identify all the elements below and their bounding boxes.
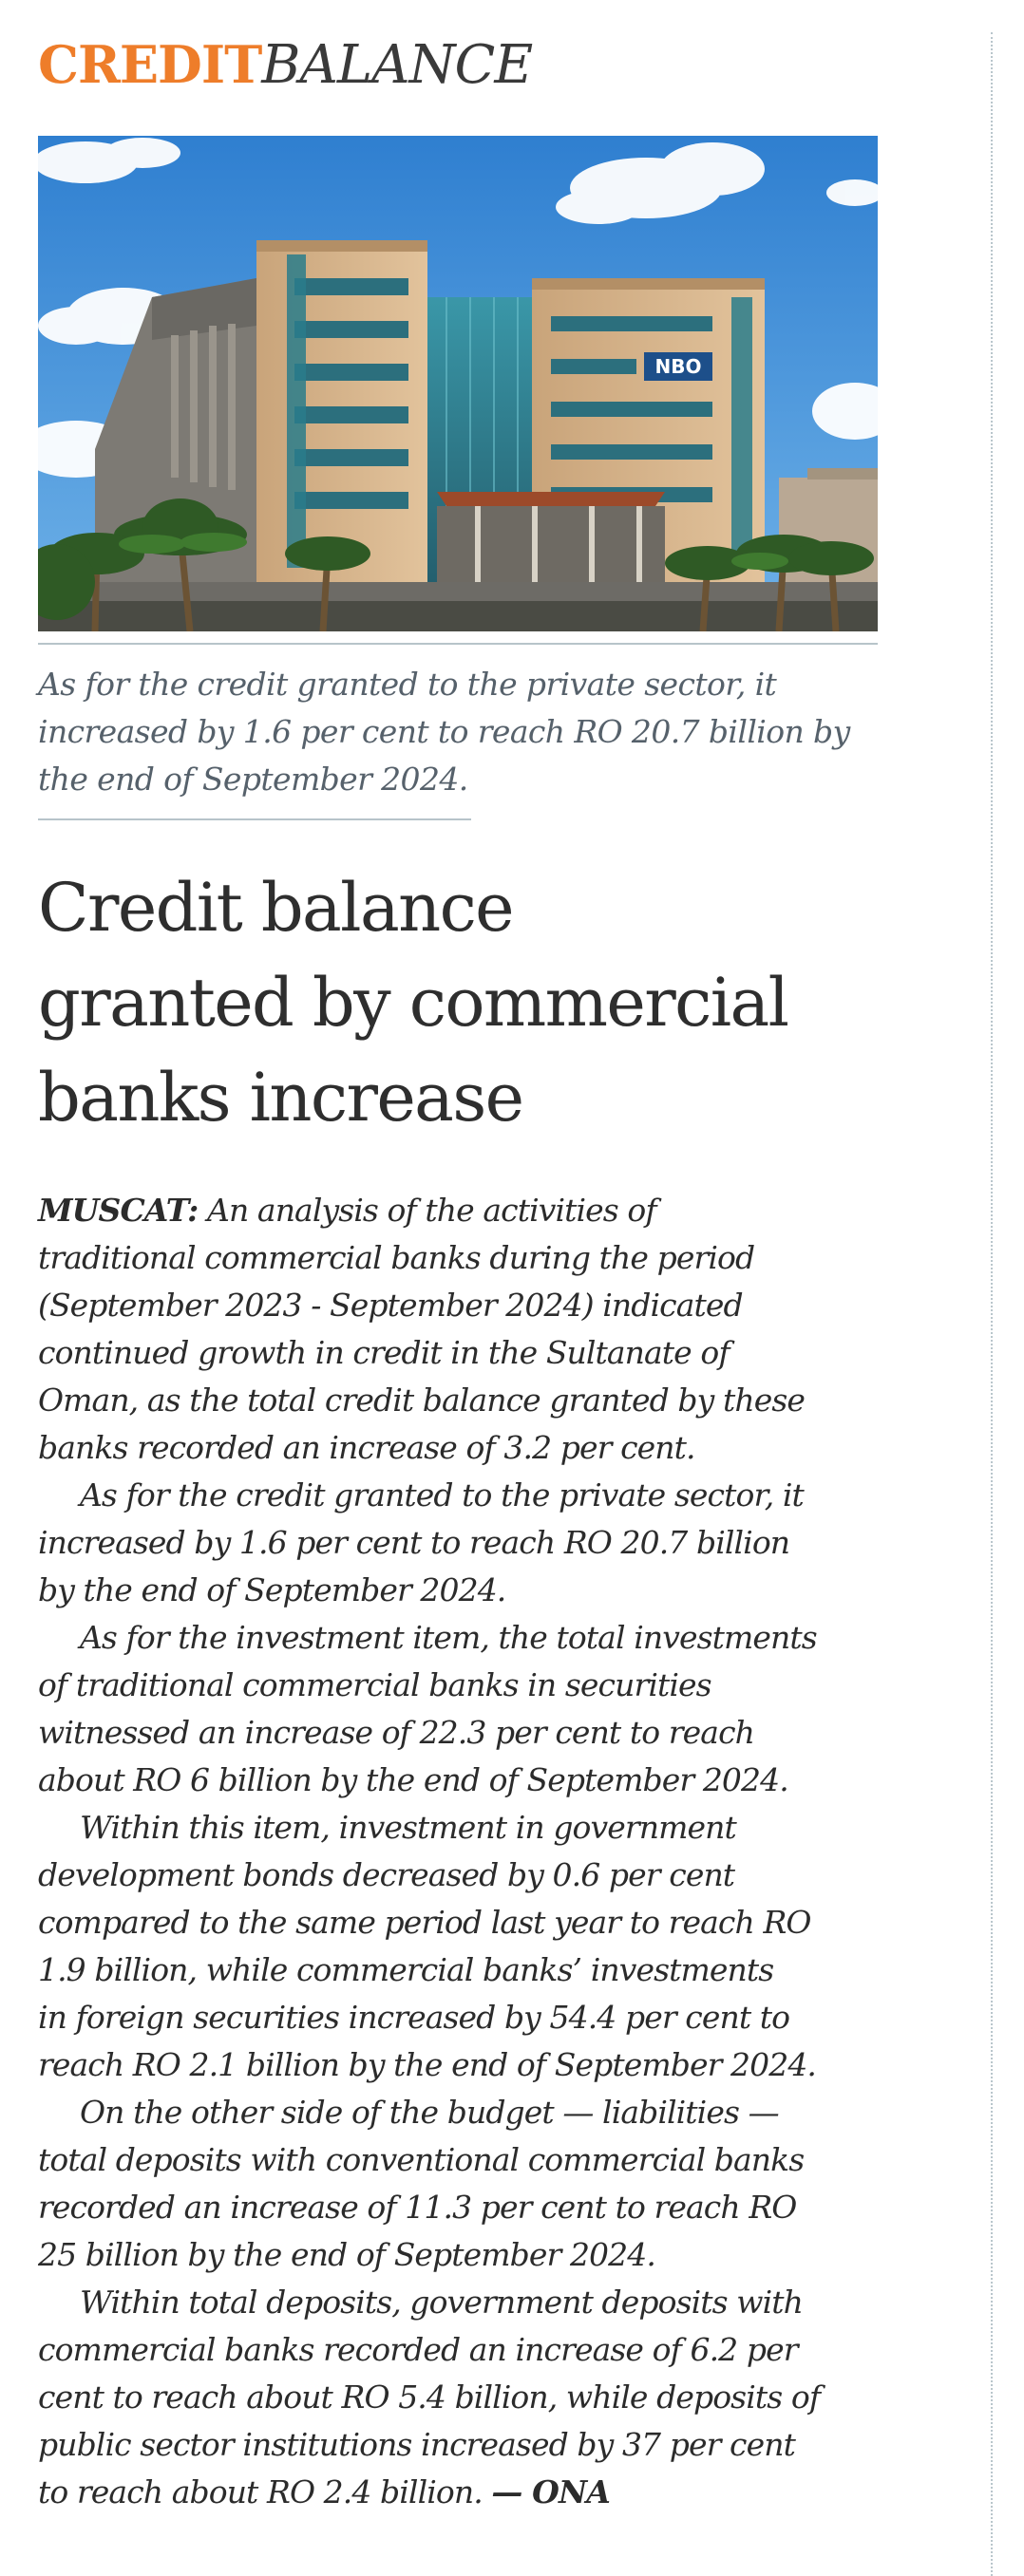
story-paragraph — [38, 1472, 893, 1614]
story-line: reach RO 2.1 billion by the end of September 2024. — [38, 2046, 817, 2083]
story-line: commercial banks recorded an increase of 6.2 per — [38, 2331, 798, 2368]
story-line: increased by 1.6 per cent to reach RO 20.7 billion — [38, 1524, 790, 1561]
story-line: As for the investment item, the total investments — [80, 1619, 817, 1656]
story-line: compared to the same period last year to reach RO — [38, 1904, 811, 1941]
story-line: 1.9 billion, while commercial banks’ investments — [38, 1951, 774, 1988]
story-line: of traditional commercial banks in securities — [38, 1666, 711, 1703]
caption-line: the end of September 2024. — [38, 761, 468, 798]
caption-line: As for the credit granted to the private sector, it — [38, 666, 777, 703]
section-kicker-italic: BALANCE — [261, 34, 533, 96]
story-line: As for the credit granted to the private sector, it — [80, 1476, 804, 1514]
section-header — [38, 28, 532, 104]
story-line: in foreign securities increased by 54.4 per cent to — [38, 1999, 790, 2036]
story-line: (September 2023 - September 2024) indicated — [38, 1287, 743, 1324]
column-divider — [991, 32, 993, 2576]
story-line: traditional commercial banks during the period — [38, 1239, 755, 1276]
story-paragraph — [38, 2089, 893, 2279]
story-paragraph — [38, 1804, 893, 2089]
story-line: Within total deposits, government deposits with — [80, 2284, 803, 2321]
story-body — [38, 1187, 893, 2516]
section-kicker-bold: CREDIT — [38, 34, 262, 95]
story-line: banks recorded an increase of 3.2 per cent. — [38, 1429, 695, 1466]
photo-rule — [38, 643, 878, 645]
story-line: An analysis of the activities of — [198, 1192, 656, 1229]
story-line: development bonds decreased by 0.6 per cent — [38, 1856, 735, 1893]
story-line: witnessed an increase of 22.3 per cent to reach — [38, 1714, 755, 1751]
story-line: continued growth in credit in the Sultanate of — [38, 1334, 730, 1371]
story-line: On the other side of the budget — liabilities — — [80, 2094, 779, 2131]
story-paragraph — [38, 2279, 893, 2516]
story-line: total deposits with conventional commercial banks — [38, 2141, 805, 2178]
story-line: 25 billion by the end of September 2024. — [38, 2236, 655, 2273]
headline-line: banks increase — [38, 1059, 523, 1137]
story-line: to reach about RO 2.4 billion. — [38, 2473, 492, 2510]
story-paragraph — [38, 1187, 893, 1472]
headline-line: Credit balance — [38, 869, 514, 947]
story-line: Oman, as the total credit balance granted by these — [38, 1382, 805, 1419]
story-line: recorded an increase of 11.3 per cent to reach RO — [38, 2189, 797, 2226]
nbo-sign-text: NBO — [654, 355, 702, 378]
story-paragraph — [38, 1614, 893, 1804]
story-line: about RO 6 billion by the end of September 2024. — [38, 1761, 788, 1798]
story-line: Within this item, investment in government — [80, 1809, 736, 1846]
story-line: by the end of September 2024. — [38, 1571, 506, 1608]
story-line: cent to reach about RO 5.4 billion, while deposits of — [38, 2379, 821, 2416]
photo-caption — [38, 661, 883, 803]
story-line: public sector institutions increased by 37 per cent — [38, 2426, 795, 2463]
headline-line: granted by commercial — [38, 964, 788, 1042]
article-photo — [38, 136, 878, 631]
caption-rule — [38, 818, 471, 820]
wire-credit: — ONA — [491, 2473, 610, 2510]
headline — [38, 860, 950, 1145]
dateline: MUSCAT: — [38, 1192, 199, 1229]
caption-line: increased by 1.6 per cent to reach RO 20.7 billion by — [38, 713, 850, 750]
